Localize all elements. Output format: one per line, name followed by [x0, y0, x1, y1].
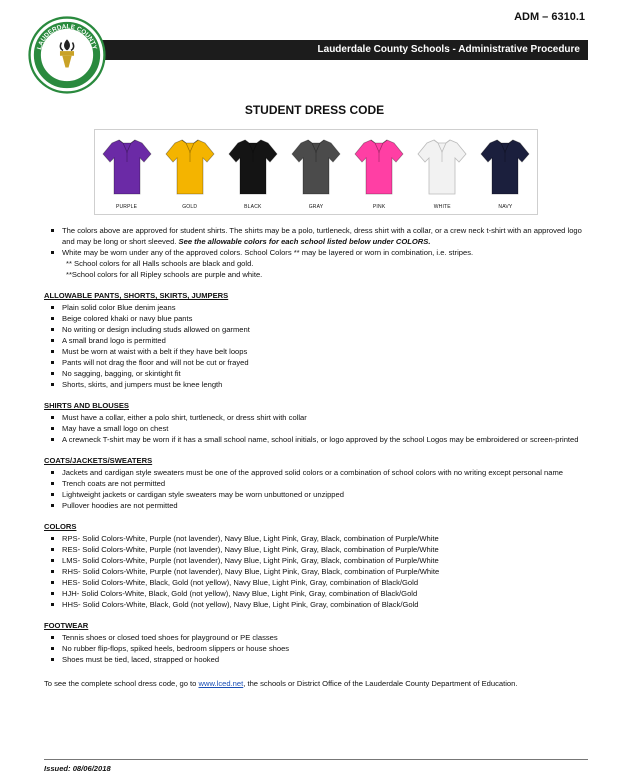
- polo-shirt-icon: [165, 134, 215, 198]
- list-item: HES- Solid Colors-White, Black, Gold (not yellow), Navy Blue, Light Pink, Gray, combination of Black/Gold: [62, 577, 592, 588]
- list-item: Tennis shoes or closed toed shoes for playground or PE classes: [62, 632, 592, 643]
- shirts-heading: SHIRTS AND BLOUSES: [44, 401, 129, 410]
- approved-shirt-colors: [94, 129, 538, 215]
- list-item: No rubber flip-flops, spiked heels, bedroom slippers or house shoes: [62, 643, 592, 654]
- list-item: No writing or design including studs allowed on garment: [62, 324, 592, 335]
- shirt-swatch-pink: [348, 130, 411, 214]
- list-item: Beige colored khaki or navy blue pants: [62, 313, 592, 324]
- pants-list: [44, 302, 592, 390]
- list-item: Shoes must be tied, laced, strapped or hooked: [62, 654, 592, 665]
- shirt-color-label: PINK: [372, 204, 386, 210]
- shirts-list: [44, 412, 592, 445]
- shirt-color-label: BLACK: [244, 204, 262, 210]
- list-item: Must have a collar, either a polo shirt, turtleneck, or dress shirt with collar: [62, 412, 592, 423]
- list-item: RES- Solid Colors-White, Purple (not lavender), Navy Blue, Light Pink, Gray, Black, combination of Purple/White: [62, 544, 592, 555]
- halls-colors-note: ** School colors for all Halls schools are black and gold.: [66, 259, 254, 268]
- list-item: A small brand logo is permitted: [62, 335, 592, 346]
- ripley-colors-note: **School colors for all Ripley schools are purple and white.: [66, 270, 263, 279]
- shirt-color-label: GRAY: [308, 204, 324, 210]
- list-item: LMS- Solid Colors-White, Purple (not lavender), Navy Blue, Light Pink, Gray, Black, combination of Purple/White: [62, 555, 592, 566]
- intro-list: [44, 225, 592, 258]
- issued-date: Issued: 08/06/2018: [44, 764, 111, 773]
- list-item: White may be worn under any of the approved colors. School Colors ** may be layered or worn in combination, i.e. stripes.: [62, 247, 592, 258]
- polo-shirt-icon: [354, 134, 404, 198]
- banner-title: Lauderdale County Schools - Administrative Procedure: [317, 44, 580, 55]
- page-title: STUDENT DRESS CODE: [244, 103, 385, 117]
- shirt-color-label: PURPLE: [115, 204, 138, 210]
- coats-list: [44, 467, 592, 511]
- shirt-swatch-white: [411, 130, 474, 214]
- list-item: HHS- Solid Colors-White, Black, Gold (not yellow), Navy Blue, Light Pink, Gray, combination of Black/Gold: [62, 599, 592, 610]
- shirt-swatch-black: [221, 130, 284, 214]
- colors-list: [44, 533, 592, 610]
- list-item: HJH- Solid Colors-White, Black, Gold (not yellow), Navy Blue, Light Pink, Gray, combination of Black/Gold: [62, 588, 592, 599]
- footwear-list: [44, 632, 592, 665]
- polo-shirt-icon: [102, 134, 152, 198]
- colors-note: See the allowable colors for each school listed below under COLORS.: [178, 237, 431, 246]
- shirt-swatch-navy: [474, 130, 537, 214]
- polo-shirt-icon: [228, 134, 278, 198]
- shirt-color-label: WHITE: [433, 204, 451, 210]
- shirt-swatch-gold: [158, 130, 221, 214]
- document-code: ADM – 6310.1: [514, 11, 585, 23]
- list-item: May have a small logo on chest: [62, 423, 592, 434]
- list-item: RPS- Solid Colors-White, Purple (not lavender), Navy Blue, Light Pink, Gray, Black, combination of Purple/White: [62, 533, 592, 544]
- footwear-heading: FOOTWEAR: [44, 621, 89, 630]
- polo-shirt-icon: [291, 134, 341, 198]
- list-item: A crewneck T-shirt may be worn if it has a small school name, school initials, or logo approved by the school Logos may be embroidered or screen-printed: [62, 434, 592, 445]
- shirt-color-label: GOLD: [182, 204, 198, 210]
- polo-shirt-icon: [480, 134, 530, 198]
- dress-code-body: [44, 225, 592, 689]
- list-item: RHS- Solid Colors-White, Purple (not lavender), Navy Blue, Light Pink, Gray, Black, combination of Purple/White: [62, 566, 592, 577]
- procedure-banner: [55, 40, 588, 60]
- lced-link[interactable]: www.lced.net: [198, 679, 244, 688]
- list-item: Lightweight jackets or cardigan style sweaters may be worn unbuttoned or unzipped: [62, 489, 592, 500]
- list-item: Plain solid color Blue denim jeans: [62, 302, 592, 313]
- shirt-color-label: NAVY: [498, 204, 513, 210]
- shirt-swatch-purple: [95, 130, 158, 214]
- school-seal-logo: [28, 16, 106, 94]
- list-item: Pants will not drag the floor and will not be cut or frayed: [62, 357, 592, 368]
- footer-divider: [44, 759, 588, 760]
- colors-heading: COLORS: [44, 522, 77, 531]
- logo-bottom-text: SCHOOLS: [50, 71, 84, 82]
- logo-top-text: LAUDERDALE COUNTY: [36, 23, 98, 51]
- list-item: Shorts, skirts, and jumpers must be knee length: [62, 379, 592, 390]
- coats-heading: COATS/JACKETS/SWEATERS: [44, 456, 153, 465]
- list-item: Trench coats are not permitted: [62, 478, 592, 489]
- list-item: Must be worn at waist with a belt if they have belt loops: [62, 346, 592, 357]
- polo-shirt-icon: [417, 134, 467, 198]
- closing-text: To see the complete school dress code, go to www.lced.net, the schools or District Office of the Lauderdale County Department of Education.: [44, 679, 518, 688]
- list-item: No sagging, bagging, or skintight fit: [62, 368, 592, 379]
- list-item: The colors above are approved for student shirts. The shirts may be a polo, turtleneck, dress shirt with a collar, or a crew neck t-shirt with an approved logo and may be long or short sleeved. See the allowable colors for each school listed below under COLORS.: [62, 225, 592, 247]
- list-item: Jackets and cardigan style sweaters must be one of the approved solid colors or a combination of school colors with no writing except personal name: [62, 467, 592, 478]
- shirt-swatch-gray: [284, 130, 347, 214]
- list-item: Pullover hoodies are not permitted: [62, 500, 592, 511]
- pants-heading: ALLOWABLE PANTS, SHORTS, SKIRTS, JUMPERS: [44, 291, 229, 300]
